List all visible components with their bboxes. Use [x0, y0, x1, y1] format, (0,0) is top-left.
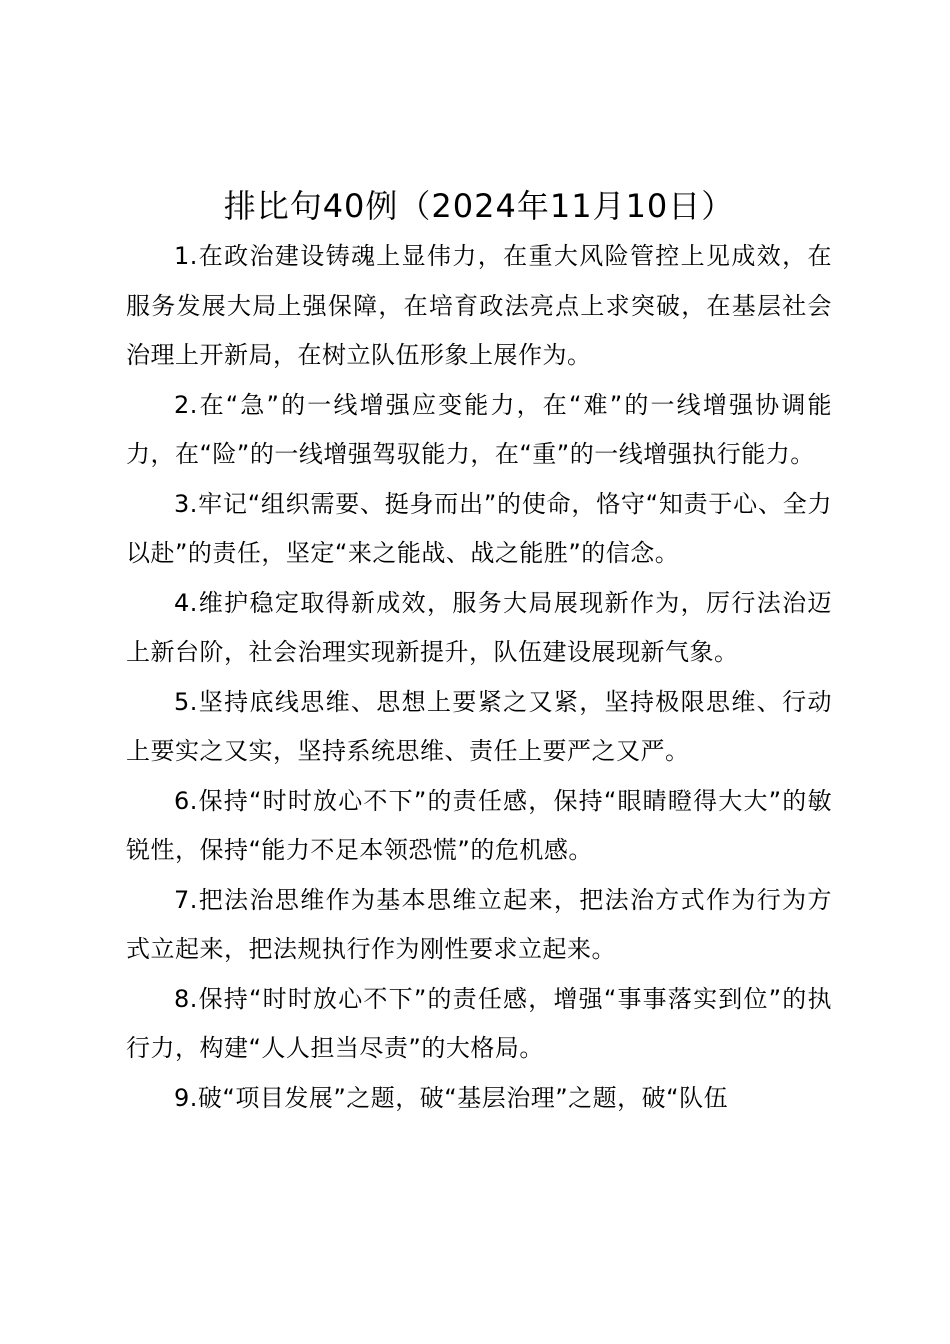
paragraph-6: 6.保持“时时放心不下”的责任感，保持“眼睛瞪得大大”的敏锐性，保持“能力不足本领恐慌”的危机感。 — [126, 786, 832, 864]
paragraph-1: 1.在政治建设铸魂上显伟力，在重大风险管控上见成效，在服务发展大局上强保障，在培育政法亮点上求突破，在基层社会治理上开新局，在树立队伍形象上展作为。 — [126, 242, 832, 369]
document-title: 排比句40例（2024年11月10日） — [223, 187, 735, 225]
paragraph-3: 3.牢记“组织需要、挺身而出”的使命，恪守“知责于心、全力以赴”的责任，坚定“来之能战、战之能胜”的信念。 — [126, 489, 832, 567]
paragraph-8: 8.保持“时时放心不下”的责任感，增强“事事落实到位”的执行力，构建“人人担当尽责”的大格局。 — [126, 984, 832, 1062]
paragraph-4: 4.维护稳定取得新成效，服务大局展现新作为，厉行法治迈上新台阶，社会治理实现新提升，队伍建设展现新气象。 — [126, 588, 832, 666]
paragraph-9: 9.破“项目发展”之题，破“基层治理”之题，破“队伍 — [174, 1083, 729, 1112]
paragraph-7: 7.把法治思维作为基本思维立起来，把法治方式作为行为方式立起来，把法规执行作为刚性要求立起来。 — [126, 885, 832, 963]
paragraph-2: 2.在“急”的一线增强应变能力，在“难”的一线增强协调能力，在“险”的一线增强驾驭能力，在“重”的一线增强执行能力。 — [126, 390, 832, 468]
document-body — [126, 232, 832, 1123]
paragraph-5: 5.坚持底线思维、思想上要紧之又紧，坚持极限思维、行动上要实之又实，坚持系统思维、责任上要严之又严。 — [126, 687, 832, 765]
